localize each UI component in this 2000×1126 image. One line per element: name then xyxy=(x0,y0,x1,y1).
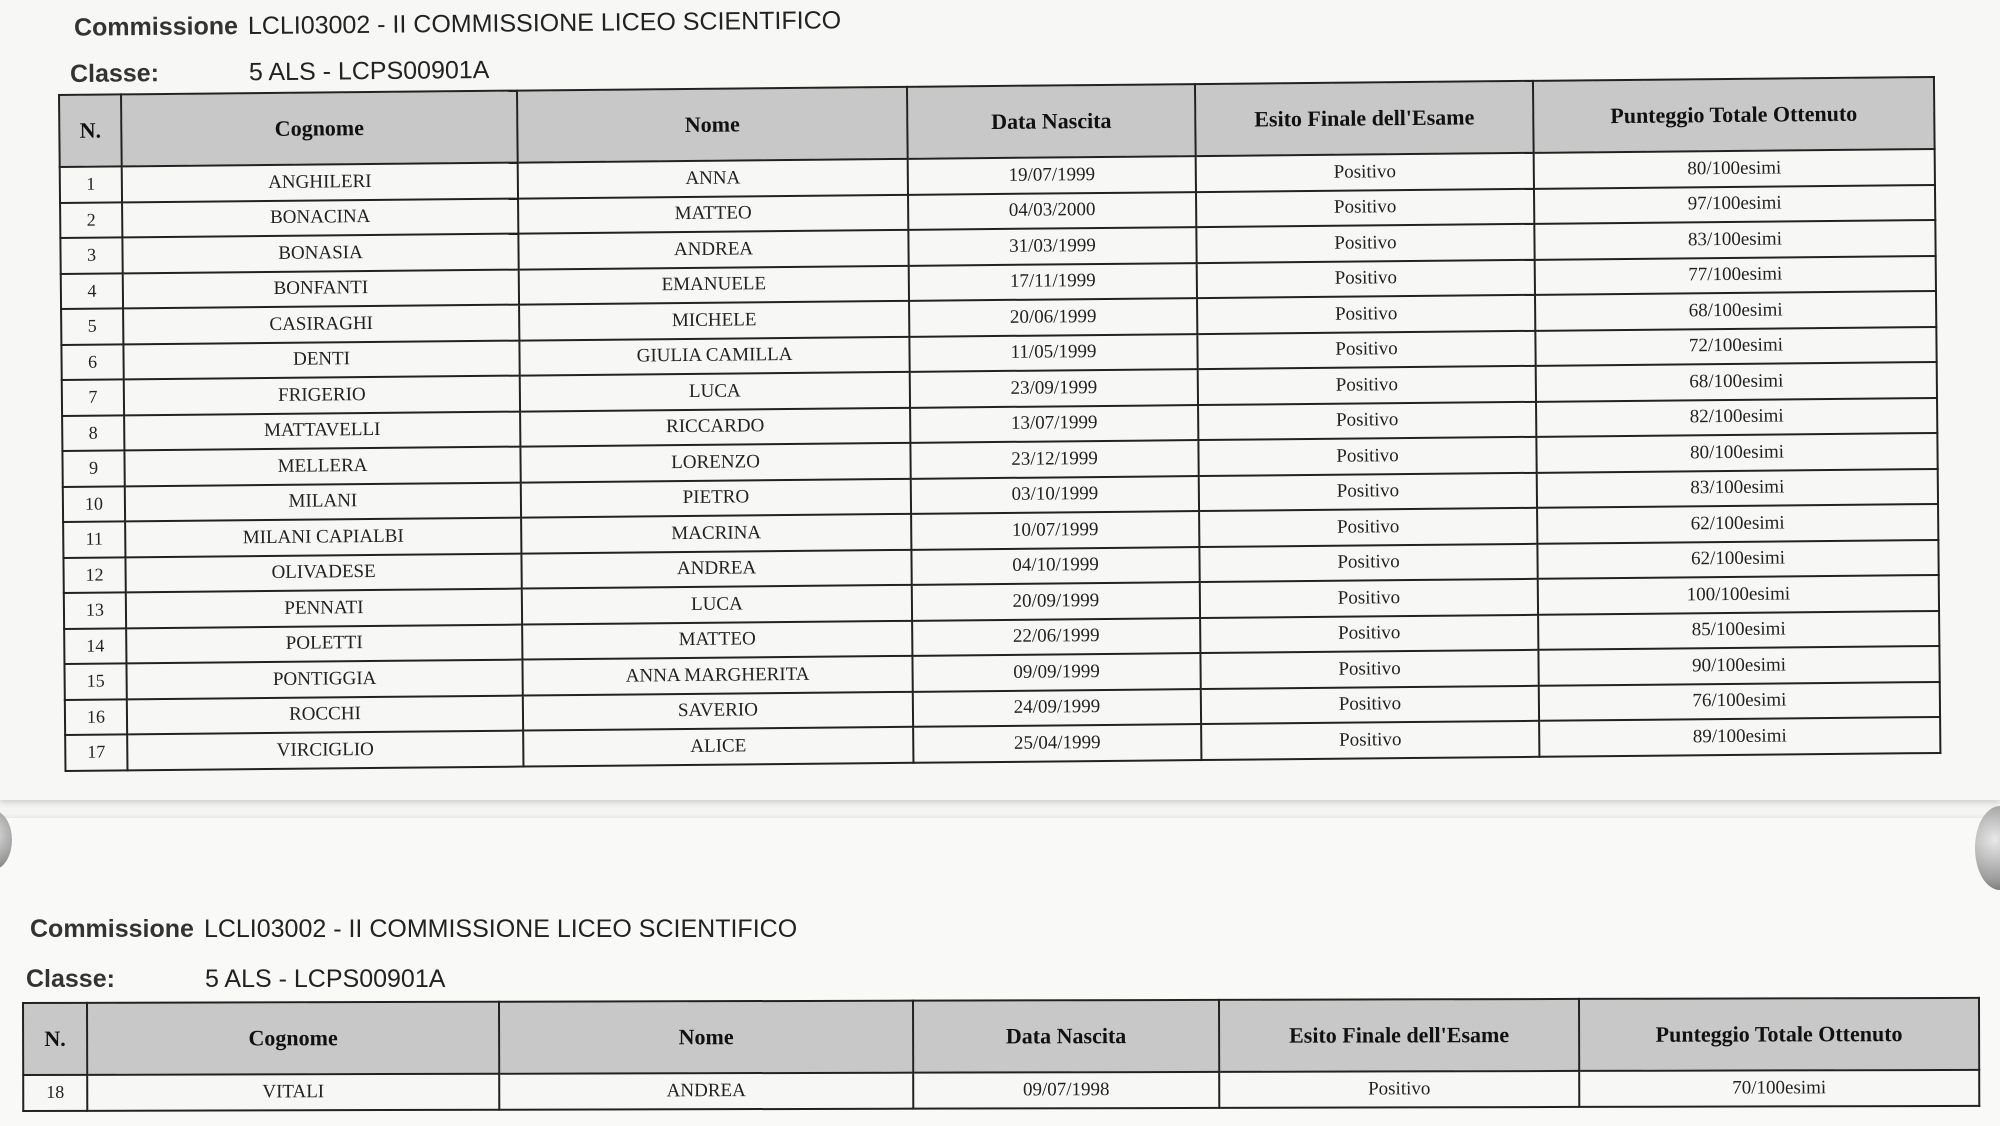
cell-punteggio: 82/100esimi xyxy=(1536,397,1937,436)
commissione-value: LCLI03002 - II COMMISSIONE LICEO SCIENTIFICO xyxy=(247,6,842,41)
cell-data-nascita: 03/10/1999 xyxy=(911,476,1199,514)
cell-cognome: DENTI xyxy=(123,340,519,379)
cell-esito: Positivo xyxy=(1196,224,1534,263)
cell-punteggio: 100/100esimi xyxy=(1538,575,1939,614)
cell-esito: Positivo xyxy=(1196,188,1534,227)
cell-data-nascita: 23/09/1999 xyxy=(910,369,1198,407)
classe-value: 5 ALS - LCPS00901A xyxy=(204,965,446,993)
cell-nome: MACRINA xyxy=(521,514,911,553)
cell-punteggio: 62/100esimi xyxy=(1537,539,1938,578)
cell-data-nascita: 10/07/1999 xyxy=(911,511,1199,549)
cell-punteggio: 83/100esimi xyxy=(1537,468,1938,507)
cell-esito: Positivo xyxy=(1197,295,1535,334)
cell-nome: LUCA xyxy=(520,372,910,411)
cell-n: 11 xyxy=(63,521,125,557)
cell-cognome: ANGHILERI xyxy=(122,163,518,202)
col-header-nome: Nome xyxy=(499,1001,913,1074)
cell-n: 6 xyxy=(61,344,123,380)
col-header-n: N. xyxy=(23,1003,87,1075)
col-header-esito: Esito Finale dell'Esame xyxy=(1195,81,1534,156)
cell-n: 14 xyxy=(64,628,126,664)
cell-n: 4 xyxy=(61,273,123,309)
table-row xyxy=(23,1070,1979,1111)
cell-esito: Positivo xyxy=(1219,1071,1579,1107)
cell-esito: Positivo xyxy=(1196,153,1534,192)
cell-punteggio: 70/100esimi xyxy=(1579,1070,1979,1107)
cell-esito: Positivo xyxy=(1198,437,1536,476)
col-header-cognome: Cognome xyxy=(121,91,518,167)
cell-data-nascita: 20/06/1999 xyxy=(909,298,1197,336)
cell-punteggio: 85/100esimi xyxy=(1538,610,1939,649)
cell-cognome: MATTAVELLI xyxy=(124,411,520,450)
cell-n: 2 xyxy=(60,202,122,238)
cell-n: 8 xyxy=(62,415,124,451)
cell-cognome: VIRCIGLIO xyxy=(127,731,523,770)
cell-data-nascita: 04/10/1999 xyxy=(911,547,1199,585)
col-header-esito: Esito Finale dell'Esame xyxy=(1219,999,1579,1072)
cell-nome: LUCA xyxy=(522,585,912,624)
cell-n: 18 xyxy=(23,1075,87,1111)
cell-punteggio: 72/100esimi xyxy=(1535,326,1936,365)
cell-cognome: BONFANTI xyxy=(123,269,519,308)
cell-n: 16 xyxy=(65,699,127,735)
cell-punteggio: 80/100esimi xyxy=(1536,433,1937,472)
cell-n: 7 xyxy=(62,379,124,415)
cell-data-nascita: 09/07/1998 xyxy=(913,1072,1219,1108)
cell-nome: SAVERIO xyxy=(523,691,913,730)
cell-esito: Positivo xyxy=(1199,472,1537,511)
cell-nome: ANDREA xyxy=(521,549,911,588)
commissione-label: Commissione xyxy=(73,12,239,42)
cell-esito: Positivo xyxy=(1198,401,1536,440)
cell-cognome: CASIRAGHI xyxy=(123,305,519,344)
cell-nome: ANNA xyxy=(518,159,908,198)
cell-n: 3 xyxy=(60,237,122,273)
cell-cognome: MILANI CAPIALBI xyxy=(125,518,521,557)
exam-results-table-page-2 xyxy=(22,997,1980,1112)
cell-esito: Positivo xyxy=(1197,259,1535,298)
col-header-data-nascita: Data Nascita xyxy=(907,84,1196,159)
cell-cognome: BONACINA xyxy=(122,198,518,237)
cell-nome: MATTEO xyxy=(522,620,912,659)
cell-data-nascita: 31/03/1999 xyxy=(908,227,1196,265)
cell-esito: Positivo xyxy=(1201,721,1539,760)
cell-data-nascita: 24/09/1999 xyxy=(913,689,1201,727)
cell-n: 10 xyxy=(63,486,125,522)
cell-cognome: POLETTI xyxy=(126,624,522,663)
cell-esito: Positivo xyxy=(1200,579,1538,618)
cell-data-nascita: 19/07/1999 xyxy=(908,156,1196,194)
cell-cognome: PONTIGGIA xyxy=(126,660,522,699)
cell-nome: ANDREA xyxy=(518,230,908,269)
cell-esito: Positivo xyxy=(1199,508,1537,547)
cell-data-nascita: 17/11/1999 xyxy=(909,263,1197,301)
cell-punteggio: 68/100esimi xyxy=(1535,291,1936,330)
cell-esito: Positivo xyxy=(1199,543,1537,582)
cell-data-nascita: 22/06/1999 xyxy=(912,618,1200,656)
cell-punteggio: 62/100esimi xyxy=(1537,504,1938,543)
cell-nome: ALICE xyxy=(523,727,913,766)
commissione-label: Commissione xyxy=(30,915,194,943)
cell-cognome: OLIVADESE xyxy=(125,553,521,592)
cell-n: 13 xyxy=(64,592,126,628)
cell-nome: ANDREA xyxy=(499,1073,913,1110)
cell-cognome: FRIGERIO xyxy=(124,376,520,415)
cell-data-nascita: 23/12/1999 xyxy=(910,440,1198,478)
cell-nome: ANNA MARGHERITA xyxy=(522,656,912,695)
col-header-punteggio: Punteggio Totale Ottenuto xyxy=(1533,77,1935,153)
cell-esito: Positivo xyxy=(1201,685,1539,724)
cell-punteggio: 83/100esimi xyxy=(1534,220,1935,259)
cell-punteggio: 89/100esimi xyxy=(1539,717,1940,756)
commissione-value: LCLI03002 - II COMMISSIONE LICEO SCIENTIFICO xyxy=(203,915,798,943)
classe-value: 5 ALS - LCPS00901A xyxy=(248,55,490,87)
col-header-data-nascita: Data Nascita xyxy=(913,1000,1219,1073)
cell-punteggio: 68/100esimi xyxy=(1536,362,1937,401)
cell-punteggio: 97/100esimi xyxy=(1534,184,1935,223)
cell-esito: Positivo xyxy=(1198,366,1536,405)
exam-results-table xyxy=(58,76,1941,771)
cell-nome: RICCARDO xyxy=(520,407,910,446)
classe-label: Classe: xyxy=(69,59,160,89)
cell-cognome: VITALI xyxy=(87,1074,499,1111)
cell-data-nascita: 11/05/1999 xyxy=(909,334,1197,372)
col-header-n: N. xyxy=(59,94,122,167)
table-header-row xyxy=(23,998,1979,1075)
classe-line-page-2 xyxy=(26,965,445,994)
cell-data-nascita: 04/03/2000 xyxy=(908,192,1196,230)
cell-nome: GIULIA CAMILLA xyxy=(519,336,909,375)
cell-punteggio: 90/100esimi xyxy=(1538,646,1939,685)
cell-nome: EMANUELE xyxy=(519,265,909,304)
cell-n: 5 xyxy=(61,308,123,344)
col-header-punteggio: Punteggio Totale Ottenuto xyxy=(1579,998,1979,1071)
cell-cognome: BONASIA xyxy=(122,234,518,273)
cell-data-nascita: 09/09/1999 xyxy=(912,653,1200,691)
cell-cognome: MILANI xyxy=(125,482,521,521)
cell-data-nascita: 13/07/1999 xyxy=(910,405,1198,443)
cell-n: 9 xyxy=(62,450,124,486)
cell-nome: MICHELE xyxy=(519,301,909,340)
cell-nome: MATTEO xyxy=(518,194,908,233)
cell-nome: LORENZO xyxy=(520,443,910,482)
cell-punteggio: 80/100esimi xyxy=(1534,149,1935,188)
cell-nome: PIETRO xyxy=(521,478,911,517)
cell-cognome: MELLERA xyxy=(124,447,520,486)
cell-cognome: ROCCHI xyxy=(127,695,523,734)
cell-n: 15 xyxy=(64,663,126,699)
cell-esito: Positivo xyxy=(1200,614,1538,653)
cell-n: 17 xyxy=(65,734,127,770)
classe-label: Classe: xyxy=(26,965,115,993)
cell-data-nascita: 20/09/1999 xyxy=(912,582,1200,620)
cell-punteggio: 77/100esimi xyxy=(1535,255,1936,294)
col-header-cognome: Cognome xyxy=(87,1002,499,1075)
cell-punteggio: 76/100esimi xyxy=(1539,681,1940,720)
cell-data-nascita: 25/04/1999 xyxy=(913,724,1201,762)
col-header-nome: Nome xyxy=(517,87,908,163)
classe-line xyxy=(70,56,490,89)
commissione-line-page-2 xyxy=(30,915,797,944)
cell-cognome: PENNATI xyxy=(126,589,522,628)
cell-esito: Positivo xyxy=(1197,330,1535,369)
cell-n: 12 xyxy=(63,557,125,593)
cell-esito: Positivo xyxy=(1200,650,1538,689)
cell-n: 1 xyxy=(60,166,122,202)
